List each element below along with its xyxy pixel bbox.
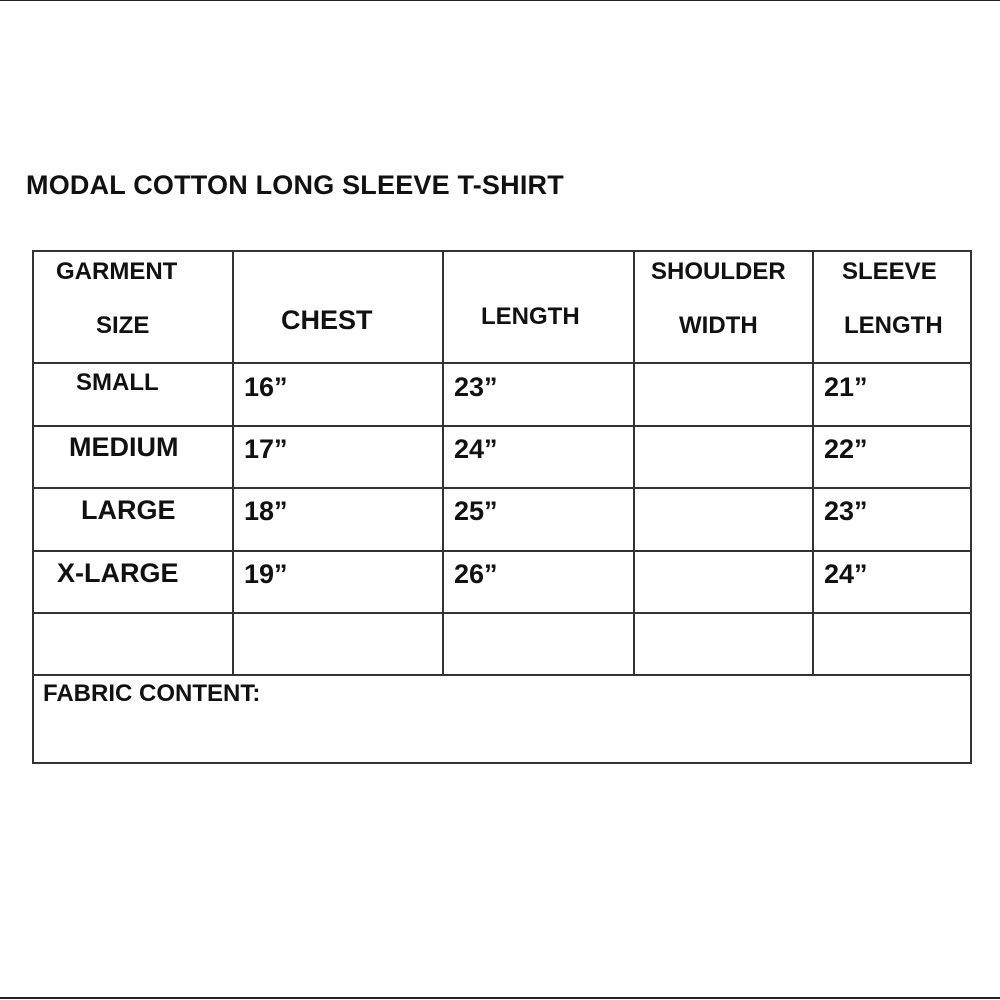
header-chest: CHEST: [281, 305, 373, 335]
fabric-content-label: FABRIC CONTENT:: [43, 680, 261, 707]
size-label-x-large: X-LARGE: [57, 558, 179, 588]
size-label-large: LARGE: [81, 495, 176, 525]
table-border-right: [970, 250, 972, 764]
size-chart-table: [32, 250, 972, 764]
sleeve-medium: 22”: [824, 434, 868, 464]
bottom-border: [0, 997, 1000, 999]
sleeve-small: 21”: [824, 372, 868, 402]
size-label-medium: MEDIUM: [69, 432, 179, 462]
column-divider: [812, 250, 814, 675]
table-divider: [32, 487, 972, 489]
length-x-large: 26”: [454, 559, 498, 589]
page-title: MODAL COTTON LONG SLEEVE T-SHIRT: [26, 170, 564, 200]
column-divider: [442, 250, 444, 675]
length-large: 25”: [454, 496, 498, 526]
table-border-top: [32, 250, 972, 252]
column-divider: [232, 250, 234, 675]
table-divider: [32, 612, 972, 614]
size-label-small: SMALL: [76, 369, 159, 396]
sleeve-x-large: 24”: [824, 559, 868, 589]
header-sleeve-length-line2: LENGTH: [844, 312, 943, 339]
chest-large: 18”: [244, 496, 288, 526]
table-divider: [32, 425, 972, 427]
chest-small: 16”: [244, 372, 288, 402]
length-medium: 24”: [454, 434, 498, 464]
chest-x-large: 19”: [244, 559, 288, 589]
header-sleeve-length: SLEEVE: [842, 258, 937, 285]
table-divider: [32, 550, 972, 552]
header-shoulder-width: SHOULDER: [651, 258, 786, 285]
header-garment-size-line2: SIZE: [96, 312, 150, 339]
column-divider: [633, 250, 635, 675]
header-length: LENGTH: [481, 303, 580, 330]
chest-medium: 17”: [244, 434, 288, 464]
length-small: 23”: [454, 372, 498, 402]
table-border-left: [32, 250, 34, 764]
header-shoulder-width-line2: WIDTH: [679, 312, 758, 339]
table-divider: [32, 674, 972, 676]
table-divider: [32, 362, 972, 364]
header-garment-size: GARMENT: [56, 258, 178, 285]
top-border: [0, 0, 1000, 1]
sleeve-large: 23”: [824, 496, 868, 526]
table-border-bottom: [32, 762, 972, 764]
